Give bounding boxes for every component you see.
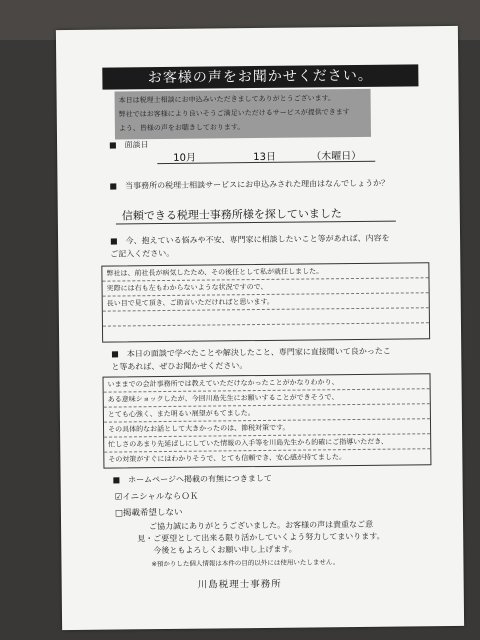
answer-line: 弊社は、前社長が病気したため、その後任として私が就任しました。 [102,263,428,281]
question-publish: ■ ホームページへ掲載の有無につきまして [112,473,272,485]
answer-line: とても心強く、また明るい展望がもてました。 [104,404,430,422]
concerns-answer-box [101,262,430,342]
intro-line: よう、皆様の声をお聴きしております。 [118,123,245,133]
question-learned [111,344,441,373]
answer-line: 忙しさのあまり先延ばしにしていた情報の入手等を川島先生から的確にご指導いただき、 [104,434,430,452]
date-day: 13日 [253,151,277,164]
firm-name: 川島税理士事務所 [197,578,282,591]
question-learned-line: ■ 本日の面談で学べたことや解決したこと、専門家に直接聞いて良かったこ [111,346,391,359]
answer-line: ある意味ショックしたが、今回川島先生にお願いすることができそうで、 [104,389,430,407]
answer-reason: 信頼できる税理士事務所様を探していました [121,207,342,223]
question-concerns-line: ご記入ください。 [110,248,175,259]
date-month: 10月 [173,152,197,164]
privacy-note: ※預かりした個人情報は本件の目的以外には使用いたしません。 [151,558,340,569]
date-label: ■ 面談日 [109,140,149,150]
answer-line: その対策がすぐにはわかりそうで、とても信頼でき、安心感が持てました。 [108,453,346,464]
intro-line: 本日は税理士相談にお申込みいただきましてありがとうございます。 [118,94,336,105]
intro-line: 弊社ではお客様により良いそうご満足いただけるサービスが提供できます [118,108,350,119]
survey-sheet [56,26,464,630]
answer-line: 長い目で見て頂き、ご助言いただければと思います。 [103,293,429,311]
closing-line: ご協力誠にありがとうございました。お客様の声は貴重なご意 [149,519,374,532]
answer-line: いままでの会計事務所では教えていただけなかったことがかなりわかり、 [104,374,430,392]
date-weekday: （木曜日） [311,150,362,163]
publish-option-decline: □掲載希望しない [114,507,183,519]
question-reason: ■ 当事務所の税理士相談サービスにお申込みされた理由はなんでしょうか？ [109,178,390,191]
publish-option-initials: ☑イニシャルならＯＫ [114,491,199,503]
closing-line: 今後ともよろしくお願い申し上げます。 [153,544,297,556]
form-title: お客様の声をお聞かせください。 [102,64,418,89]
question-concerns [110,231,440,260]
closing-line: 見・ご要望として出来る限り活かしていくよう努力してまいります。 [137,531,385,544]
answer-line [103,323,429,341]
learned-answer-box [103,373,432,468]
answer-line: その具体的なお話として大きかったのは、節税対策です。 [104,419,430,437]
intro-box [115,89,371,140]
answer-line: 実際には右も左もわからないような状況ですので、 [103,278,429,296]
question-learned-line: と等あれば、ぜひお聞かせください。 [111,361,248,372]
question-concerns-line: ■ 今、抱えている悩みや不安、専門家に相談したいこと等があれば、内容を [110,233,390,246]
